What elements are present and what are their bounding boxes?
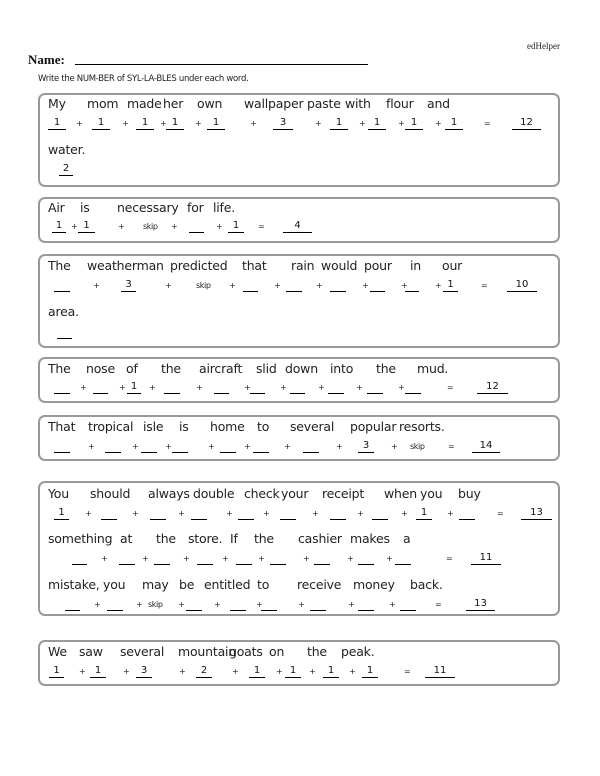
sentence-word: nose [86,361,115,376]
syllable-answer-field[interactable] [405,381,421,394]
sentence-word: for [187,200,204,215]
sentence-word: that [242,258,267,273]
sentence-word: should [90,486,131,501]
syllable-answer-field[interactable]: 1 [48,117,66,130]
sentence-word: the [254,531,274,546]
syllable-answer-field[interactable]: 1 [443,279,458,292]
syllable-answer-field[interactable]: 1 [228,220,244,233]
sentence-word: flour [386,96,414,111]
syllable-answer-field[interactable] [280,507,296,520]
syllable-answer-field[interactable]: 1 [92,117,110,130]
syllable-answer-field[interactable] [214,381,229,394]
syllable-answer-field[interactable]: 1 [416,507,432,520]
syllable-answer-field[interactable] [236,552,252,565]
syllable-answer-field[interactable] [330,507,346,520]
sentence-word: necessary [117,200,179,215]
plus-sign: + [179,667,186,676]
syllable-answer-field[interactable] [230,598,246,611]
syllable-answer-field[interactable] [72,552,87,565]
plus-sign: + [132,442,139,451]
plus-sign: + [386,554,393,563]
plus-sign: + [222,554,229,563]
plus-sign: + [389,600,396,609]
sentence-word: You [48,486,69,501]
plus-sign: + [258,554,265,563]
syllable-answer-field[interactable] [65,598,80,611]
sentence-word: My [48,96,66,111]
plus-sign: + [208,442,215,451]
plus-sign: + [149,383,156,392]
plus-sign: + [256,600,263,609]
sentence-word: is [80,200,90,215]
syllable-answer-field[interactable] [328,381,344,394]
sentence-word: may [142,577,169,592]
syllable-answer-field[interactable] [186,598,202,611]
syllable-answer-field[interactable]: 1 [90,665,106,678]
sentence-word: predicted [170,258,228,273]
plus-sign: + [79,667,86,676]
syllable-answer-field[interactable]: 1 [136,117,154,130]
syllable-answer-field[interactable] [119,552,135,565]
sentence-word: of [126,361,138,376]
plus-sign: + [80,383,87,392]
syllable-answer-field[interactable] [395,552,411,565]
syllable-answer-field[interactable] [400,598,416,611]
plus-sign: + [160,119,167,128]
sentence-word: Air [48,200,65,215]
syllable-answer-field[interactable] [358,552,374,565]
plus-sign: + [178,600,185,609]
syllable-answer-field[interactable]: 1 [54,507,69,520]
equals-sign: = [258,222,265,231]
sentence-word: always [148,486,190,501]
equals-sign: = [497,509,504,518]
sentence-word: into [330,361,354,376]
plus-sign: + [398,119,405,128]
plus-sign: + [284,442,291,451]
plus-sign: + [178,509,185,518]
sentence-box [38,640,560,686]
sentence-word: makes [350,531,390,546]
syllable-answer-field[interactable] [290,381,305,394]
syllable-answer-field[interactable]: 1 [323,665,339,678]
total-answer-field[interactable]: 10 [507,279,537,292]
plus-sign: + [123,667,130,676]
syllable-answer-field[interactable] [243,279,258,292]
syllable-answer-field[interactable] [101,507,117,520]
plus-sign: + [165,442,172,451]
sentence-word: be [179,577,195,592]
plus-sign: + [336,442,343,451]
plus-sign: + [435,119,442,128]
plus-sign: + [276,667,283,676]
total-answer-field[interactable]: 4 [283,220,312,233]
sentence-word: made [127,96,162,111]
sentence-word: our [442,258,463,273]
sentence-word: life. [213,200,236,215]
syllable-answer-field[interactable] [150,507,166,520]
sentence-word: buy [458,486,481,501]
syllable-answer-field[interactable] [189,220,204,233]
sentence-word: The [48,361,71,376]
sentence-word: That [48,419,76,434]
plus-sign: + [401,281,408,290]
plus-sign: + [122,119,129,128]
syllable-answer-field[interactable] [107,598,123,611]
total-answer-field[interactable]: 13 [521,507,552,520]
sentence-word: back. [410,577,443,592]
sentence-word: popular [350,419,397,434]
sentence-word: would [321,258,358,273]
sentence-word: saw [79,644,103,659]
plus-sign: + [250,119,257,128]
plus-sign: + [274,281,281,290]
sentence-word: rain [291,258,315,273]
plus-sign: + [165,281,172,290]
sentence-word: mistake, [48,577,100,592]
syllable-answer-field[interactable]: 3 [273,117,293,130]
syllable-answer-field[interactable]: 1 [368,117,386,130]
sentence-word: when [384,486,417,501]
equals-sign: = [484,119,491,128]
plus-sign: + [349,667,356,676]
syllable-answer-field[interactable]: 1 [330,117,348,130]
sentence-word: isle [143,419,164,434]
syllable-answer-field[interactable] [261,598,277,611]
syllable-answer-field[interactable] [93,381,108,394]
sentence-word: with [345,96,371,111]
syllable-answer-field[interactable] [172,440,188,453]
sentence-word: mom [87,96,119,111]
skip-label: skip [196,281,211,290]
plus-sign: + [196,383,203,392]
plus-sign: + [76,119,83,128]
sentence-word: mud. [417,361,449,376]
sentence-word: wallpaper [244,96,304,111]
sentence-word: the [156,531,176,546]
plus-sign: + [214,600,221,609]
syllable-answer-field[interactable] [220,440,236,453]
sentence-word: at [120,531,133,546]
plus-sign: + [85,509,92,518]
plus-sign: + [447,509,454,518]
total-answer-field[interactable]: 11 [425,665,455,678]
sentence-word: The [48,258,71,273]
plus-sign: + [316,281,323,290]
name-input-line[interactable] [75,64,368,65]
plus-sign: + [309,667,316,676]
syllable-answer-field[interactable]: 3 [121,279,136,292]
sentence-box [38,481,560,616]
skip-label: skip [143,222,158,231]
syllable-answer-field[interactable]: 3 [358,440,374,453]
plus-sign: + [171,222,178,231]
syllable-answer-field[interactable] [372,507,388,520]
equals-sign: = [435,600,442,609]
plus-sign: + [244,442,251,451]
syllable-answer-field[interactable] [164,381,180,394]
plus-sign: + [132,509,139,518]
syllable-answer-field[interactable]: 1 [49,665,64,678]
sentence-word: receive [297,577,342,592]
syllable-answer-field[interactable] [286,279,302,292]
plus-sign: + [216,222,223,231]
plus-sign: + [398,383,405,392]
sentence-word: cashier [298,531,342,546]
syllable-answer-field[interactable] [197,552,213,565]
sentence-word: entitled [204,577,251,592]
equals-sign: = [446,554,453,563]
total-answer-field[interactable]: 14 [472,440,500,453]
sentence-word: and [427,96,450,111]
sentence-word: on [269,644,285,659]
plus-sign: + [348,600,355,609]
sentence-word: aircraft [199,361,243,376]
syllable-answer-field[interactable] [105,440,121,453]
syllable-answer-field[interactable] [141,440,157,453]
sentence-word: several [290,419,335,434]
syllable-answer-field[interactable] [54,279,70,292]
syllable-answer-field[interactable] [253,440,269,453]
syllable-answer-field[interactable]: 1 [362,665,378,678]
syllable-answer-field[interactable]: 1 [285,665,301,678]
sentence-word: the [161,361,181,376]
sentence-word: pour [364,258,392,273]
syllable-answer-field[interactable] [250,381,265,394]
sentence-word: her [163,96,184,111]
plus-sign: + [303,554,310,563]
plus-sign: + [435,281,442,290]
sentence-word: store. [188,531,223,546]
plus-sign: + [357,509,364,518]
plus-sign: + [312,509,319,518]
syllable-answer-field[interactable]: 1 [249,665,265,678]
sentence-word: If [230,531,238,546]
sentence-word: the [376,361,396,376]
syllable-answer-field[interactable] [57,326,72,339]
plus-sign: + [183,554,190,563]
syllable-answer-field[interactable] [330,279,346,292]
syllable-answer-field[interactable] [459,507,475,520]
sentence-word: in [410,258,421,273]
plus-sign: + [356,383,363,392]
sentence-word: to [257,419,270,434]
syllable-answer-field[interactable]: 3 [136,665,152,678]
equals-sign: = [404,667,411,676]
sentence-word: weatherman [87,258,164,273]
sentence-word: resorts. [399,419,445,434]
sentence-word: peak. [341,644,375,659]
plus-sign: + [195,119,202,128]
sentence-word: slid [256,361,277,376]
plus-sign: + [315,119,322,128]
plus-sign: + [244,383,251,392]
syllable-answer-field[interactable] [310,598,326,611]
total-answer-field[interactable]: 12 [512,117,541,130]
total-answer-field[interactable]: 12 [477,381,508,394]
plus-sign: + [101,554,108,563]
plus-sign: + [229,281,236,290]
plus-sign: + [263,509,270,518]
sentence-word: We [48,644,67,659]
sentence-word: is [179,419,189,434]
plus-sign: + [362,281,369,290]
syllable-answer-field[interactable] [303,440,319,453]
skip-label: skip [410,442,425,451]
syllable-answer-field[interactable]: 2 [196,665,212,678]
plus-sign: + [226,509,233,518]
sentence-word: down [285,361,318,376]
sentence-word: something [48,531,113,546]
plus-sign: + [298,600,305,609]
sentence-word: several [120,644,165,659]
syllable-answer-field[interactable] [314,552,330,565]
syllable-answer-field[interactable]: 1 [52,220,66,233]
plus-sign: + [318,383,325,392]
plus-sign: + [118,222,125,231]
total-answer-field[interactable]: 13 [466,598,495,611]
equals-sign: = [447,383,454,392]
syllable-answer-field[interactable] [54,440,70,453]
syllable-answer-field[interactable]: 2 [59,163,73,176]
plus-sign: + [280,383,287,392]
sentence-word: the [307,644,327,659]
sentence-word: paste [307,96,341,111]
equals-sign: = [481,281,488,290]
plus-sign: + [232,667,239,676]
sentence-word: double [193,486,235,501]
syllable-answer-field[interactable] [191,507,207,520]
sentence-word: you [103,577,126,592]
brand-label: edHelper [527,41,560,51]
sentence-word: mountain [178,644,237,659]
syllable-answer-field[interactable] [270,552,286,565]
syllable-answer-field[interactable] [367,381,383,394]
sentence-word: receipt [322,486,365,501]
sentence-word: a [403,531,411,546]
plus-sign: + [401,509,408,518]
sentence-word: home [210,419,245,434]
syllable-answer-field[interactable]: 1 [445,117,463,130]
instructions: Write the NUM-BER of SYL-LA-BLES under each word. [38,74,249,84]
total-answer-field[interactable]: 11 [471,552,501,565]
plus-sign: + [391,442,398,451]
sentence-word: check [244,486,280,501]
syllable-answer-field[interactable] [154,552,170,565]
syllable-answer-field[interactable]: 1 [405,117,423,130]
sentence-word: to [257,577,270,592]
plus-sign: + [359,119,366,128]
plus-sign: + [136,600,143,609]
plus-sign: + [71,222,78,231]
sentence-word: goats [229,644,263,659]
sentence-word: money [353,577,395,592]
syllable-answer-field[interactable]: 1 [127,381,141,394]
syllable-answer-field[interactable] [54,381,70,394]
plus-sign: + [94,600,101,609]
plus-sign: + [142,554,149,563]
plus-sign: + [88,442,95,451]
plus-sign: + [347,554,354,563]
skip-label: skip [148,600,163,609]
sentence-word: your [281,486,309,501]
syllable-answer-field[interactable] [358,598,374,611]
sentence-word: tropical [88,419,134,434]
syllable-answer-field[interactable]: 1 [166,117,184,130]
equals-sign: = [448,442,455,451]
syllable-answer-field[interactable] [238,507,254,520]
syllable-answer-field[interactable]: 1 [78,220,95,233]
sentence-word: water. [48,142,86,157]
sentence-word: own [197,96,223,111]
sentence-word: you [420,486,443,501]
syllable-answer-field[interactable] [370,279,385,292]
plus-sign: + [119,383,126,392]
sentence-word: area. [48,304,79,319]
name-label: Name: [28,52,65,67]
syllable-answer-field[interactable]: 1 [207,117,225,130]
plus-sign: + [93,281,100,290]
